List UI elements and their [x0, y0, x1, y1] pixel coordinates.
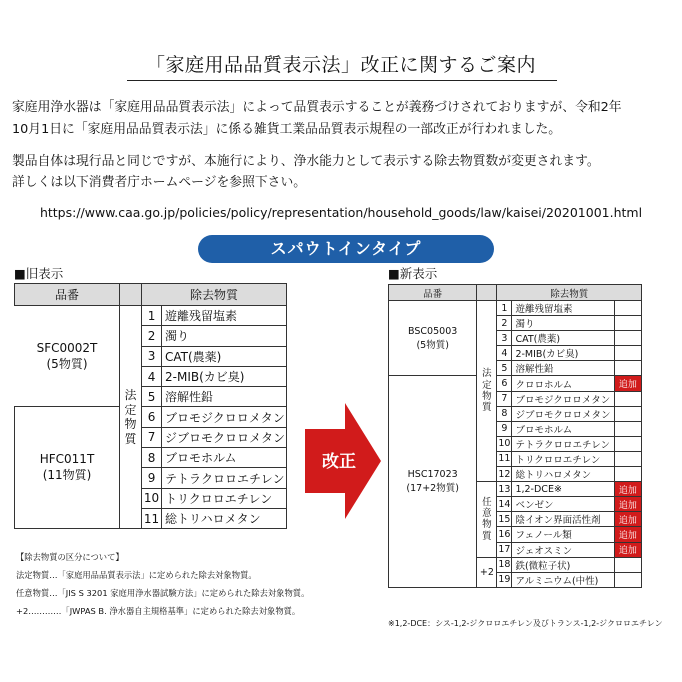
title-underline [127, 80, 557, 81]
new-row-number: 7 [497, 391, 512, 406]
old-row-number: 9 [142, 468, 162, 488]
old-model-b: HFC011T (11物質) [15, 407, 120, 529]
new-model-a: BSC05003 (5物質) [389, 301, 477, 376]
old-row-number: 6 [142, 407, 162, 427]
old-row-number: 10 [142, 488, 162, 508]
old-row-substance: CAT(農薬) [162, 346, 287, 366]
new-row-substance: 溶解性鉛 [512, 361, 614, 376]
old-col-hinban: 品番 [15, 284, 120, 306]
new-row-number: 16 [497, 527, 512, 542]
old-row-substance: ブロモジクロロメタン [162, 407, 287, 427]
added-empty-cell [614, 361, 641, 376]
new-row-substance: トリクロロエチレン [512, 451, 614, 466]
added-badge: 追加 [614, 512, 641, 527]
old-row-number: 3 [142, 346, 162, 366]
old-group-legal: 法 定 物 質 [120, 306, 142, 529]
arrow-label: 改正 [322, 452, 356, 472]
old-row-substance: 総トリハロメタン [162, 508, 287, 528]
new-row-substance: ジェオスミン [512, 542, 614, 557]
category-notes [16, 548, 309, 620]
new-group-plus2: +2 [477, 557, 497, 587]
new-row-number: 18 [497, 557, 512, 572]
new-row-substance: 総トリハロメタン [512, 467, 614, 482]
added-empty-cell [614, 557, 641, 572]
new-row [389, 376, 642, 391]
old-model-a: SFC0002T (5物質) [15, 306, 120, 407]
old-row-substance: 2-MIB(カビ臭) [162, 366, 287, 386]
added-badge: 追加 [614, 482, 641, 497]
added-empty-cell [614, 451, 641, 466]
page-title: 「家庭用品品質表示法」改正に関するご案内 [145, 54, 536, 76]
new-row-number: 9 [497, 421, 512, 436]
old-row [15, 306, 287, 326]
new-model-b: HSC17023 (17+2物質) [389, 376, 477, 587]
new-row-substance: アルミニウム(中性) [512, 572, 614, 587]
old-row-substance: テトラクロロエチレン [162, 468, 287, 488]
new-row [389, 301, 642, 316]
added-empty-cell [614, 572, 641, 587]
new-row-substance: ブロモホルム [512, 421, 614, 436]
new-row-substance: ベンゼン [512, 497, 614, 512]
new-row-substance: ブロモジクロロメタン [512, 391, 614, 406]
new-row-number: 1 [497, 301, 512, 316]
new-row-substance: 遊離残留塩素 [512, 301, 614, 316]
notes-plus2: +2…………「JWPAS B. 浄水器自主規格基準」に定められた除去対象物質。 [16, 606, 301, 616]
type-banner: スパウトインタイプ [198, 235, 494, 263]
new-row-substance: クロロホルム [512, 376, 614, 391]
new-col-substance: 除去物質 [497, 285, 642, 301]
intro-line-3: 製品自体は現行品と同じですが、本施行により、浄水能力として表示する除去物質数が変更されます。 [12, 154, 600, 169]
old-row-number: 8 [142, 448, 162, 468]
revision-arrow [305, 403, 381, 519]
new-group-optional: 任 意 物 質 [477, 482, 497, 557]
intro-line-2: 10月1日に「家庭用品品質表示法」に係る雑貨工業品品質表示規程の一部改正が行われました。 [12, 122, 562, 137]
old-row-substance: ブロモホルム [162, 448, 287, 468]
added-badge: 追加 [614, 497, 641, 512]
added-empty-cell [614, 467, 641, 482]
new-row-number: 17 [497, 542, 512, 557]
new-row-number: 6 [497, 376, 512, 391]
new-row-number: 13 [497, 482, 512, 497]
old-row [15, 407, 287, 427]
new-row-substance: 鉄(微粒子状) [512, 557, 614, 572]
new-row-number: 10 [497, 436, 512, 451]
new-row-number: 11 [497, 451, 512, 466]
new-row-number: 4 [497, 346, 512, 361]
old-row-substance: トリクロロエチレン [162, 488, 287, 508]
old-row-number: 2 [142, 326, 162, 346]
old-row-substance: 遊離残留塩素 [162, 306, 287, 326]
old-section-label: ■旧表示 [14, 266, 64, 281]
new-row-number: 3 [497, 331, 512, 346]
new-row-number: 5 [497, 361, 512, 376]
old-row-substance: ジブロモクロロメタン [162, 427, 287, 447]
new-row-substance: ジブロモクロロメタン [512, 406, 614, 421]
new-row-number: 12 [497, 467, 512, 482]
new-group-legal: 法 定 物 質 [477, 301, 497, 482]
new-col-blank [477, 285, 497, 301]
new-row-number: 2 [497, 316, 512, 331]
old-row-number: 1 [142, 306, 162, 326]
new-row-substance: テトラクロロエチレン [512, 436, 614, 451]
new-section-label: ■新表示 [388, 266, 438, 281]
dce-footnote: ※1,2-DCE：シス-1,2-ジクロロエチレン及びトランス-1,2-ジクロロエチレン [388, 619, 663, 628]
new-row-number: 19 [497, 572, 512, 587]
new-row-substance: 2-MIB(カビ臭) [512, 346, 614, 361]
new-row-number: 8 [497, 406, 512, 421]
old-row-number: 11 [142, 508, 162, 528]
added-badge: 追加 [614, 376, 641, 391]
old-row-substance: 濁り [162, 326, 287, 346]
added-empty-cell [614, 406, 641, 421]
consumer-agency-url[interactable]: https://www.caa.go.jp/policies/policy/representation/household_goods/law/kaisei/20201001.html [39, 205, 643, 220]
old-row-number: 7 [142, 427, 162, 447]
new-row-substance: 濁り [512, 316, 614, 331]
added-badge: 追加 [614, 542, 641, 557]
new-label-table [388, 284, 642, 588]
new-row-number: 14 [497, 497, 512, 512]
added-empty-cell [614, 391, 641, 406]
intro-line-4: 詳しくは以下消費者庁ホームページを参照下さい。 [12, 175, 307, 190]
notes-heading: 【除去物質の区分について】 [16, 552, 124, 562]
added-empty-cell [614, 346, 641, 361]
old-col-blank [120, 284, 142, 306]
old-col-substance: 除去物質 [142, 284, 287, 306]
added-empty-cell [614, 301, 641, 316]
added-empty-cell [614, 436, 641, 451]
old-row-number: 4 [142, 366, 162, 386]
added-empty-cell [614, 331, 641, 346]
old-row-number: 5 [142, 387, 162, 407]
new-row-substance: 1,2-DCE※ [512, 482, 614, 497]
new-col-hinban: 品番 [389, 285, 477, 301]
old-label-table [14, 283, 287, 529]
notes-optional: 任意物質…「JIS S 3201 家庭用浄水器試験方法」に定められた除去対象物質。 [16, 588, 310, 598]
notes-legal: 法定物質…「家庭用品品質表示法」に定められた除去対象物質。 [16, 570, 257, 580]
added-empty-cell [614, 421, 641, 436]
old-row-substance: 溶解性鉛 [162, 387, 287, 407]
new-row-substance: 陰イオン界面活性剤 [512, 512, 614, 527]
added-empty-cell [614, 316, 641, 331]
new-row-number: 15 [497, 512, 512, 527]
new-row-substance: CAT(農薬) [512, 331, 614, 346]
added-badge: 追加 [614, 527, 641, 542]
new-row-substance: フェノール類 [512, 527, 614, 542]
intro-line-1: 家庭用浄水器は「家庭用品品質表示法」によって品質表示することが義務づけされておりますが、令和2年 [12, 100, 622, 115]
